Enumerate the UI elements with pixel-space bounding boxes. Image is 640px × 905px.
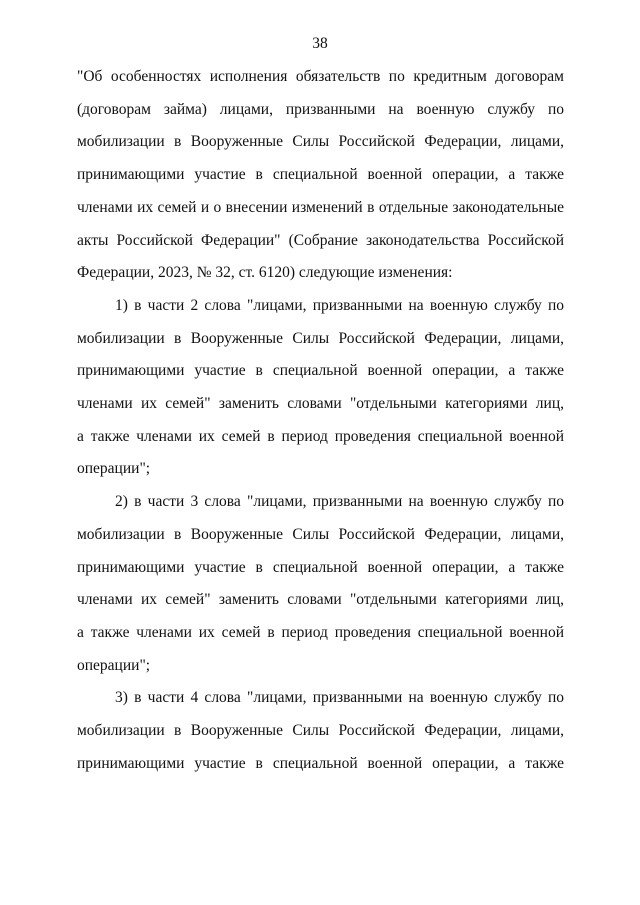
text-line: мобилизации в Вооруженные Силы Российской Федерации, лицами, — [77, 722, 564, 739]
text-line: принимающими участие в специальной военной операции, а также — [77, 754, 564, 772]
text-line: (договорам займа) лицами, призванными на военную службу по — [77, 100, 564, 118]
text-line: "Об особенностях исполнения обязательств по кредитным договорам — [77, 68, 564, 85]
text-line: а также членами их семей в период проведения специальной военной — [77, 427, 564, 445]
text-line: 3) в части 4 слова "лицами, призванными на военную службу по — [115, 689, 564, 707]
text-line: мобилизации в Вооруженные Силы Российской Федерации, лицами, — [77, 329, 564, 347]
text-line: а также членами их семей в период проведения специальной военной — [77, 623, 564, 641]
text-line: операции"; — [77, 656, 151, 674]
text-line: Федерации, 2023, № 32, ст. 6120) следующие изменения: — [77, 264, 453, 282]
text-line: принимающими участие в специальной военной операции, а также — [77, 166, 564, 184]
text-line: мобилизации в Вооруженные Силы Российской Федерации, лицами, — [77, 525, 564, 543]
text-line: принимающими участие в специальной военной операции, а также — [77, 558, 564, 576]
text-line: 2) в части 3 слова "лицами, призванными на военную службу по — [115, 493, 564, 511]
text-line: операции"; — [77, 460, 151, 478]
text-line: членами их семей" заменить словами "отдельными категориями лиц, — [77, 591, 564, 609]
text-line: акты Российской Федерации" (Собрание законодательства Российской — [77, 231, 564, 249]
text-line: принимающими участие в специальной военной операции, а также — [77, 362, 564, 380]
text-line: мобилизации в Вооруженные Силы Российской Федерации, лицами, — [77, 133, 564, 151]
page-number: 38 — [312, 35, 328, 52]
text-line: членами их семей" заменить словами "отдельными категориями лиц, — [77, 395, 564, 412]
text-line: 1) в части 2 слова "лицами, призванными на военную службу по — [115, 296, 564, 314]
text-line: членами их семей и о внесении изменений в отдельные законодательные — [77, 198, 564, 216]
